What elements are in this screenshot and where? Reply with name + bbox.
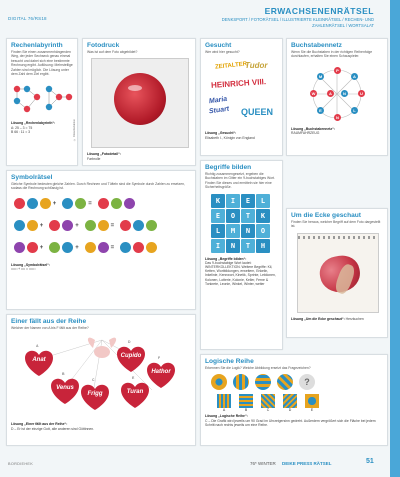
card-title: Einer fällt aus der Reihe: [11, 318, 87, 325]
card-einer-faellt: [6, 314, 196, 446]
solution-label: Lösung „Gesucht“:: [205, 131, 237, 136]
heart-name: Venus: [56, 385, 74, 392]
section-title: ERWACHSENENRÄTSEL: [264, 6, 374, 16]
footer-brand: DEIKE PRESS RÄTSEL: [282, 461, 332, 466]
gesucht-word-cloud: [201, 57, 282, 131]
net-letter: P: [334, 67, 341, 74]
card-title: Rechenlabyrinth: [11, 42, 63, 49]
solution-text: Elisabeth I., Königin von England: [205, 135, 255, 140]
heart-name: Cupido: [120, 353, 142, 360]
option-e: E: [305, 394, 319, 412]
card-title: Symbolrätsel: [11, 174, 53, 181]
footer-left: BORDIEHEK: [8, 462, 34, 466]
gesucht-word: Maria: [208, 96, 228, 106]
heart-letter: B: [62, 372, 65, 377]
net-letter: L: [351, 107, 358, 114]
heart-name: Frigg: [87, 391, 103, 398]
solution-text: C – Die Grafik wird jeweils um 90 Grad im Uhrzeigersinn gedreht. Außerdem vergrößert sich die Fläche bei jedem Schritt nach rechts jeweils um eine Reihe.: [205, 418, 376, 427]
solution-label: Lösung „Fotodetail“:: [87, 152, 121, 157]
heart-group: [7, 330, 195, 422]
grid-cell: M: [226, 224, 240, 238]
grid-cell: L: [211, 224, 225, 238]
gesucht-word: QUEEN: [241, 107, 274, 118]
heart-letter: F: [158, 356, 161, 361]
net-letter: U: [358, 90, 365, 97]
grid-cell: K: [256, 209, 270, 223]
grid-cell: O: [226, 209, 240, 223]
grid-cell: T: [241, 239, 255, 253]
letter-network: [287, 61, 387, 127]
solution-text: □□□ + □□ = □□□: [11, 267, 36, 272]
net-letter: E: [317, 107, 324, 114]
heart-letter: D: [128, 340, 131, 345]
vertical-credit: © Rätselredaktion: [73, 119, 76, 141]
net-letter: A: [351, 73, 358, 80]
card-text: Welcher der Namen von A bis F fällt aus der Reihe?: [11, 326, 89, 330]
grid-cell: H: [256, 239, 270, 253]
card-title: Buchstabennetz: [291, 42, 342, 49]
card-buchstabennetz: [286, 38, 388, 156]
option-d: D: [283, 394, 297, 412]
card-symbolraetsel: [6, 170, 196, 310]
option-c: C: [261, 394, 275, 412]
grid-cell: I: [226, 194, 240, 208]
card-fotodruck: [82, 38, 196, 166]
grid-cell: N: [226, 239, 240, 253]
notebook-photo: [297, 233, 379, 313]
grid-cell: K: [211, 194, 225, 208]
page-number: 51: [366, 458, 374, 465]
card-title: Logische Reihe: [205, 358, 254, 365]
card-title: Fotodruck: [87, 42, 120, 49]
options-row: [217, 394, 371, 412]
solution-label: Lösung „Rechenlabyrinth“:: [11, 121, 56, 126]
net-letter: A: [327, 90, 334, 97]
symbol-equations: + = + + = + + =: [13, 195, 189, 257]
card-rechenlabyrinth: [6, 38, 78, 166]
solution-label: Lösung „Symbolrätsel“:: [11, 262, 50, 267]
solution-text: Farbrolle: [87, 156, 101, 161]
heart-name: Anat: [32, 357, 46, 364]
solution-label: Lösung „Buchstabennetz“:: [291, 126, 335, 131]
card-text: Was ist auf dem Foto abgebildet?: [87, 50, 138, 54]
side-band: [390, 0, 400, 477]
card-text: Finden Sie heraus, welcher Begriff auf dem Foto dargestellt ist.: [291, 220, 381, 229]
option-b: B: [239, 394, 253, 412]
grid-cell: O: [256, 224, 270, 238]
gesucht-word: Tudor: [245, 61, 268, 71]
pattern-row: ?: [211, 374, 377, 390]
card-text: Finden Sie einen zusammenhängenden Weg, der jeder Sechseck genau einmal besucht und dabei sich eine bestimmte Rechnung ergibt. Auflösung: Mehrstellige Zahlen sind möglich. Die Lösung unter dem Zahl dem Ziel ergibt.: [11, 50, 73, 77]
heart-name: Hathor: [151, 369, 171, 376]
net-letter: M: [318, 73, 323, 79]
card-text: Wenn Sie die Buchstaben in der richtigen Reihenfolge durchlaufen, erhalten Sie einen Schauspieler.: [291, 50, 373, 59]
solution-text: Herzkuchen: [345, 316, 364, 321]
letter-grid: [211, 194, 272, 253]
gesucht-word: ZEITALTER: [214, 61, 248, 72]
solution-text: RAUMFAHRZEUG: [291, 131, 320, 136]
solution-label: Lösung „Logische Reihe“:: [205, 414, 248, 419]
card-um-die-ecke: [286, 208, 388, 338]
grid-cell: E: [241, 194, 255, 208]
option-a: A: [217, 394, 231, 412]
card-text: Richtig zusammengesetzt, ergeben die Buchstaben im Gitter ein 9-buchstabiges Wort. Finden Sie dieses und ermitteln sie hier eine Sicherheitsgröße.: [205, 172, 276, 190]
card-title: Gesucht: [205, 42, 232, 49]
grid-cell: E: [211, 209, 225, 223]
solution-text: A: 25 – 3 = 75 B 66 : 11 = 3: [11, 125, 33, 134]
card-title: Begriffe bilden: [205, 164, 252, 171]
fotodruck-photo: [91, 58, 189, 148]
section-subtitle: DENKSPORT / FOTORÄTSEL / ILLUSTRIERTE KLEINRÄTSEL / RECHEN- UND ZAHLENRÄTSEL / WORTSALAT: [221, 17, 374, 28]
heart-letter: A: [36, 344, 39, 349]
solution-text: Das 9-buchstabige Wort lautet: WINTERKOLLEKTION. Weitere Begriffe: Kil, Ketten, Wortbildungen, erweitern, Enkelin, Inkelinie, Kennwort, Kinetik, Sprinte, Lektionen, Kolonen, Lotterie, Kolonie, Keller, Ferne & Tonkrete, Leonie, Winkel, Winter, weiter: [205, 260, 276, 286]
grid-cell: L: [256, 194, 270, 208]
card-begriffe-bilden: [200, 160, 283, 350]
solution-label: Lösung „Um die Ecke geschaut“:: [291, 316, 345, 321]
heart-letter: E: [132, 376, 135, 381]
net-letter: W: [311, 90, 316, 96]
section-left-label: DIGITAL 76/RS18: [8, 16, 47, 21]
grid-cell: T: [241, 209, 255, 223]
heart-letter: C: [92, 378, 95, 383]
grid-cell: N: [241, 224, 255, 238]
net-letter: N: [341, 90, 348, 97]
card-text: Gleiche Symbole bedeuten gleiche Zahlen. Durch Rechnen und Tüfteln sind die Symbole durch Zahlen zu ersetzen, sodass die Rechnung schlüssig ist.: [11, 182, 185, 191]
solution-label: Lösung „Einer fällt aus der Reihe“:: [11, 422, 68, 427]
card-text: Wer wird hier gesucht?: [205, 50, 240, 54]
grid-cell: I: [211, 239, 225, 253]
card-title: Um die Ecke geschaut: [291, 212, 361, 219]
card-gesucht: [200, 38, 283, 156]
card-text: Erkennen Sie die Logik? Welche Abbildung ersetzt das Fragezeichen?: [205, 366, 311, 370]
footer-issue: 76* WINTER: [250, 461, 276, 466]
solution-text: D – Er ist der einzige Gott, alle anderen sind Göttinnen.: [11, 426, 95, 431]
card-logische-reihe: [200, 354, 388, 446]
net-letter: N: [334, 114, 341, 121]
heart-name: Turan: [126, 389, 144, 396]
solution-label: Lösung „Begriffe bilden“:: [205, 256, 247, 261]
labyrinth-diagram: [7, 79, 78, 119]
gesucht-word: Stuart: [208, 106, 230, 116]
gesucht-word: HEINRICH VIII.: [210, 77, 267, 91]
